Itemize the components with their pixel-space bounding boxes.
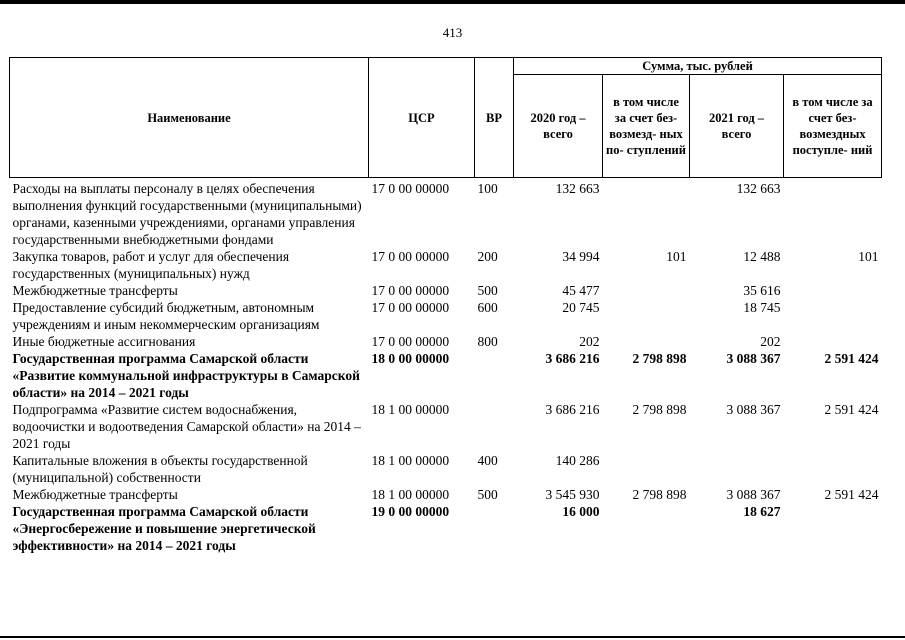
header-sum: Сумма, тыс. рублей xyxy=(514,58,882,75)
cell-2021-total: 132 663 xyxy=(736,181,781,196)
cell-csr: 17 0 00 00000 xyxy=(371,334,450,349)
cell-vr: 200 xyxy=(477,249,498,264)
table-row xyxy=(10,178,882,249)
cell-2020-free xyxy=(603,178,690,249)
cell-2021-total: 3 088 367 xyxy=(726,351,781,366)
cell-vr: 100 xyxy=(477,181,498,196)
cell-2021-free xyxy=(784,178,882,249)
cell-2020-total: 45 477 xyxy=(562,283,600,298)
cell-name: Предоставление субсидий бюджетным, автономным учреждениям и иным некоммерческим организациям xyxy=(12,300,320,332)
cell-vr: 800 xyxy=(477,334,498,349)
cell-2021-free xyxy=(784,282,882,299)
cell-csr: 17 0 00 00000 xyxy=(371,249,450,264)
cell-vr xyxy=(475,401,514,452)
table-row xyxy=(10,248,882,282)
table-body xyxy=(10,178,882,555)
cell-2020-free: 101 xyxy=(666,249,687,264)
table-row xyxy=(10,350,882,401)
cell-2020-free xyxy=(603,333,690,350)
cell-2021-total xyxy=(690,452,784,486)
bottom-border xyxy=(0,636,905,638)
cell-2021-total: 202 xyxy=(760,334,781,349)
table-row xyxy=(10,486,882,503)
cell-name: Межбюджетные трансферты xyxy=(12,487,178,502)
cell-2021-free xyxy=(784,333,882,350)
cell-vr: 500 xyxy=(477,283,498,298)
cell-vr: 600 xyxy=(477,300,498,315)
cell-2021-free: 2 591 424 xyxy=(824,351,879,366)
cell-2021-free: 101 xyxy=(858,249,879,264)
cell-csr: 19 0 00 00000 xyxy=(371,504,450,519)
header-2021-free: в том числе за счет без- возмездных поступле- ний xyxy=(784,75,882,178)
cell-2020-free xyxy=(603,299,690,333)
cell-2021-total: 3 088 367 xyxy=(726,402,781,417)
table-row xyxy=(10,299,882,333)
cell-2020-free xyxy=(603,503,690,554)
cell-csr: 18 1 00 00000 xyxy=(371,402,450,417)
cell-2021-free: 2 591 424 xyxy=(824,402,879,417)
cell-name: Закупка товаров, работ и услуг для обеспечения государственных (муниципальных) нужд xyxy=(12,249,290,281)
table-row xyxy=(10,282,882,299)
table-row xyxy=(10,401,882,452)
cell-2020-free: 2 798 898 xyxy=(632,351,687,366)
cell-2020-total: 140 286 xyxy=(555,453,600,468)
cell-2020-free: 2 798 898 xyxy=(632,487,687,502)
cell-vr xyxy=(475,350,514,401)
cell-2020-total: 3 686 216 xyxy=(545,402,600,417)
cell-2021-total: 12 488 xyxy=(743,249,781,264)
cell-2020-free: 2 798 898 xyxy=(632,402,687,417)
cell-name: Иные бюджетные ассигнования xyxy=(12,334,196,349)
header-2021-total: 2021 год – всего xyxy=(690,75,784,178)
cell-vr: 500 xyxy=(477,487,498,502)
cell-2021-total: 3 088 367 xyxy=(726,487,781,502)
cell-2021-total: 18 627 xyxy=(743,504,781,519)
cell-name: Межбюджетные трансферты xyxy=(12,283,178,298)
cell-name: Подпрограмма «Развитие систем водоснабжения, водоочистки и водоотведения Самарской области» на 2014 – 2021 годы xyxy=(12,402,361,451)
cell-2020-total: 3 545 930 xyxy=(545,487,600,502)
table-row xyxy=(10,452,882,486)
cell-csr: 18 0 00 00000 xyxy=(371,351,450,366)
cell-name: Государственная программа Самарской области «Развитие коммунальной инфраструктуры в Самарской области» на 2014 – 2021 годы xyxy=(12,351,360,400)
header-name: Наименование xyxy=(10,58,369,178)
cell-2020-total: 132 663 xyxy=(555,181,600,196)
top-border xyxy=(0,0,905,4)
cell-2021-total: 18 745 xyxy=(743,300,781,315)
table-row xyxy=(10,333,882,350)
cell-name: Капитальные вложения в объекты государственной (муниципальной) собственности xyxy=(12,453,308,485)
cell-csr: 18 1 00 00000 xyxy=(371,487,450,502)
cell-vr: 400 xyxy=(477,453,498,468)
cell-2021-free xyxy=(784,452,882,486)
cell-name: Расходы на выплаты персоналу в целях обеспечения выполнения функций государственными (муниципальными) органами, казенными учреждениями, органами управления государственными внебюджетными фондами xyxy=(12,181,362,247)
header-vr: ВР xyxy=(475,58,514,178)
header-2020-total: 2020 год – всего xyxy=(514,75,603,178)
cell-2021-total: 35 616 xyxy=(743,283,781,298)
cell-2020-total: 202 xyxy=(579,334,600,349)
cell-2020-total: 16 000 xyxy=(562,504,600,519)
cell-2020-free xyxy=(603,452,690,486)
cell-csr: 18 1 00 00000 xyxy=(371,453,450,468)
cell-name: Государственная программа Самарской области «Энергосбережение и повышение энергетической эффективности» на 2014 – 2021 годы xyxy=(12,504,316,553)
cell-2020-total: 3 686 216 xyxy=(545,351,600,366)
cell-2020-free xyxy=(603,282,690,299)
page-number: 413 xyxy=(442,25,463,40)
table-row xyxy=(10,503,882,554)
budget-table xyxy=(9,57,882,554)
cell-vr xyxy=(475,503,514,554)
cell-csr: 17 0 00 00000 xyxy=(371,300,450,315)
header-2020-free: в том числе за счет без- возмезд- ных по- ступлений xyxy=(603,75,690,178)
header-csr: ЦСР xyxy=(369,58,475,178)
cell-2021-free xyxy=(784,299,882,333)
cell-2021-free: 2 591 424 xyxy=(824,487,879,502)
cell-2020-total: 20 745 xyxy=(562,300,600,315)
cell-csr: 17 0 00 00000 xyxy=(371,181,450,196)
cell-2020-total: 34 994 xyxy=(562,249,600,264)
cell-2021-free xyxy=(784,503,882,554)
table-header xyxy=(10,58,882,178)
cell-csr: 17 0 00 00000 xyxy=(371,283,450,298)
